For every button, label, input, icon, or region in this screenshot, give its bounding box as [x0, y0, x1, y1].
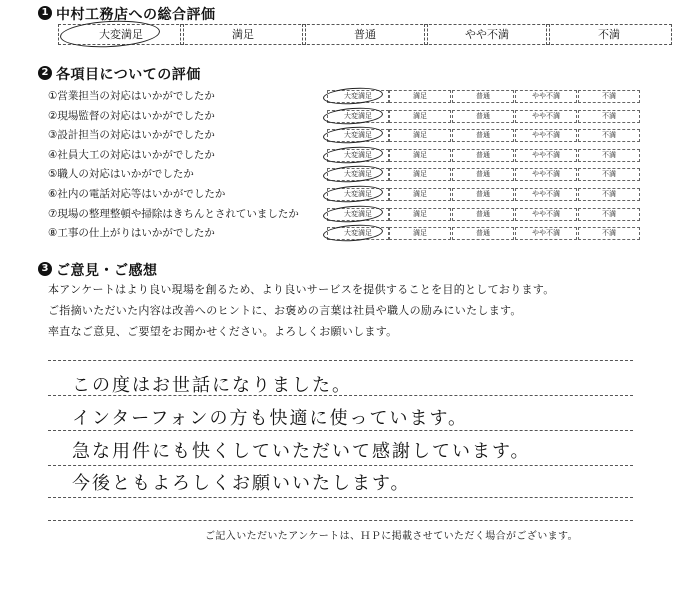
rating-selection-circle — [323, 125, 384, 145]
rating-option[interactable]: 普通 — [452, 188, 514, 201]
question-label: ⑧工事の仕上がりはいかがでしたか — [48, 227, 215, 240]
rating-option[interactable]: 大変満足 — [327, 110, 389, 123]
rating-option[interactable]: 普通 — [452, 227, 514, 240]
question-label: ⑦現場の整理整頓や掃除はきちんとされていましたか — [48, 207, 299, 220]
rating-option[interactable]: 大変満足 — [327, 227, 389, 240]
intro-line-1: 本アンケートはより良い現場を創るため、より良いサービスを提供することを目的としております。 — [48, 283, 555, 296]
rating-option[interactable]: やや不満 — [515, 129, 577, 142]
question-label: ②現場監督の対応はいかがでしたか — [48, 109, 215, 122]
overall-option-4[interactable]: やや不満 — [424, 24, 550, 45]
intro-line-3: 率直なご意見、ご要望をお聞かせください。よろしくお願いします。 — [48, 325, 398, 338]
rating-selection-circle — [323, 145, 384, 165]
rating-option[interactable]: 不満 — [578, 129, 640, 142]
question-label: ③設計担当の対応はいかがでしたか — [48, 129, 215, 142]
question-label: ⑤職人の対応はいかがでしたか — [48, 168, 194, 181]
question-label: ⑥社内の電話対応等はいかがでしたか — [48, 188, 226, 200]
section1-number: 1 — [38, 6, 52, 20]
rating-option[interactable]: 大変満足 — [327, 90, 389, 103]
rating-option[interactable]: 不満 — [578, 208, 640, 221]
rating-option[interactable]: 満足 — [389, 129, 451, 142]
rating-selection-circle — [323, 184, 384, 204]
rating-option[interactable]: 不満 — [578, 149, 640, 162]
rating-option[interactable]: 大変満足 — [327, 208, 389, 221]
rating-option[interactable]: 大変満足 — [327, 188, 389, 201]
rating-option[interactable]: やや不満 — [515, 168, 577, 181]
rating-option[interactable]: 普通 — [452, 110, 514, 123]
overall-option-2[interactable]: 満足 — [180, 24, 306, 45]
handwritten-line-3: 急な用件にも快くしていただいて感謝しています。 — [72, 441, 531, 462]
rating-option[interactable]: 不満 — [578, 110, 640, 123]
section2-title: 各項目についての評価 — [56, 67, 201, 83]
rating-selection-circle — [323, 86, 384, 106]
rating-option[interactable]: 大変満足 — [327, 149, 389, 162]
comment-rule — [48, 430, 633, 431]
rating-option[interactable]: やや不満 — [515, 149, 577, 162]
handwritten-line-2: インターフォンの方も快適に使っています。 — [72, 408, 469, 429]
intro-line-2: ご指摘いただいた内容は改善へのヒントに、お褒めの言葉は社員や職人の励みにいたします。 — [48, 304, 522, 317]
rating-option[interactable]: 満足 — [389, 227, 451, 240]
rating-option[interactable]: 満足 — [389, 208, 451, 221]
comment-rule — [48, 520, 633, 521]
handwritten-line-1: この度はお世話になりました。 — [72, 375, 352, 396]
section3-title: ご意見・ご感想 — [56, 263, 158, 279]
overall-option-3[interactable]: 普通 — [302, 24, 428, 45]
rating-option[interactable]: 満足 — [389, 90, 451, 103]
rating-option[interactable]: 不満 — [578, 188, 640, 201]
rating-option[interactable]: 普通 — [452, 168, 514, 181]
rating-selection-circle — [323, 204, 384, 224]
rating-option[interactable]: 不満 — [578, 168, 640, 181]
rating-option[interactable]: やや不満 — [515, 227, 577, 240]
rating-option[interactable]: 大変満足 — [327, 168, 389, 181]
comment-rule — [48, 360, 633, 361]
rating-option[interactable]: 満足 — [389, 149, 451, 162]
rating-option[interactable]: 普通 — [452, 208, 514, 221]
rating-option[interactable]: やや不満 — [515, 110, 577, 123]
rating-option[interactable]: 普通 — [452, 90, 514, 103]
section1-title: 中村工務店への総合評価 — [56, 7, 216, 23]
rating-option[interactable]: 普通 — [452, 129, 514, 142]
rating-selection-circle — [323, 106, 384, 126]
section2-number: 2 — [38, 66, 52, 80]
question-label: ④社員大工の対応はいかがでしたか — [48, 148, 215, 161]
rating-option[interactable]: 不満 — [578, 90, 640, 103]
rating-option[interactable]: 不満 — [578, 227, 640, 240]
footer-note: ご記入いただいたアンケートは、ＨＰに掲載させていただく場合がございます。 — [205, 531, 578, 542]
rating-option[interactable]: 満足 — [389, 188, 451, 201]
handwritten-line-4: 今後ともよろしくお願いいたします。 — [72, 473, 411, 494]
question-label: ①営業担当の対応はいかがでしたか — [48, 90, 215, 102]
rating-option[interactable]: 満足 — [389, 168, 451, 181]
rating-option[interactable]: 大変満足 — [327, 129, 389, 142]
rating-option[interactable]: 普通 — [452, 149, 514, 162]
overall-option-1[interactable]: 大変満足 — [58, 24, 184, 45]
overall-option-5[interactable]: 不満 — [546, 24, 672, 45]
rating-option[interactable]: 満足 — [389, 110, 451, 123]
rating-selection-circle — [323, 164, 384, 184]
comment-rule — [48, 465, 633, 466]
section3-number: 3 — [38, 262, 52, 276]
rating-selection-circle — [323, 223, 384, 243]
rating-option[interactable]: やや不満 — [515, 208, 577, 221]
rating-option[interactable]: やや不満 — [515, 188, 577, 201]
rating-option[interactable]: やや不満 — [515, 90, 577, 103]
comment-rule — [48, 497, 633, 498]
